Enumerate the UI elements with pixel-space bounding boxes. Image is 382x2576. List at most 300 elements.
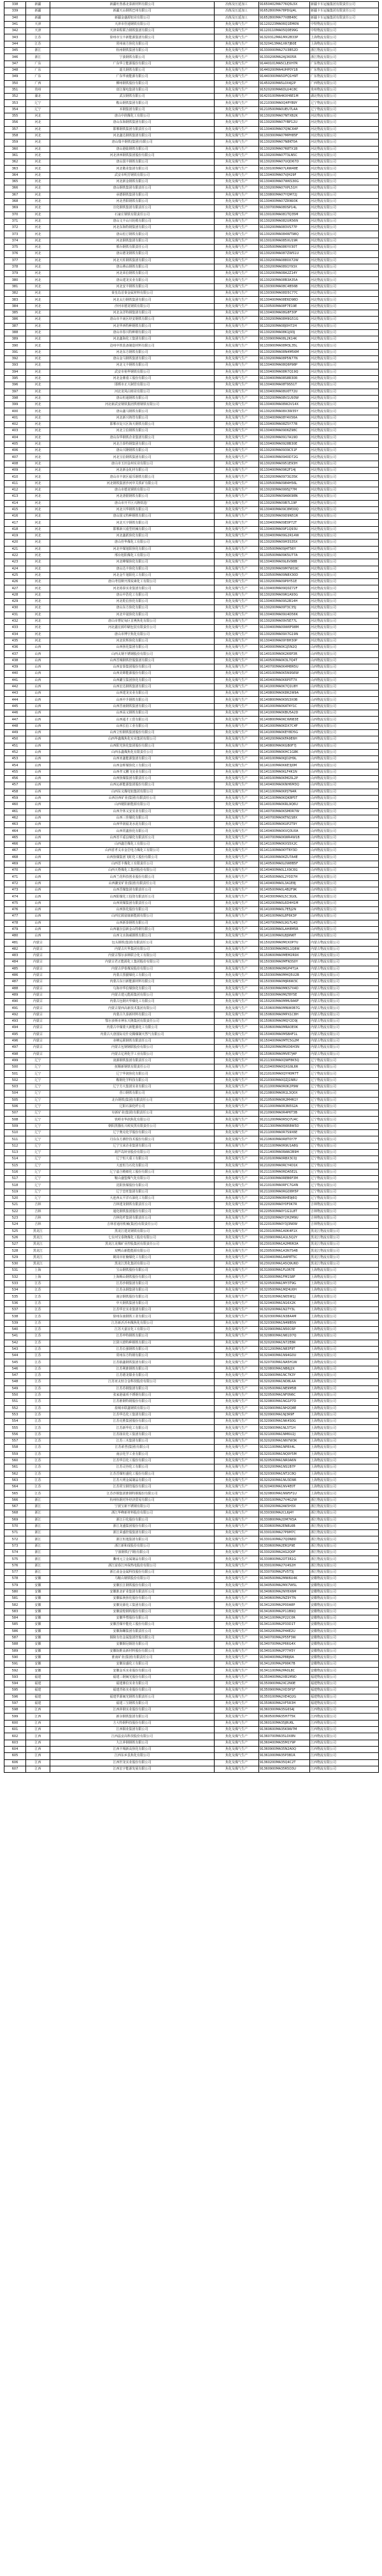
note-cell: 河北物流有限公司 (310, 146, 379, 152)
note-cell: 河北物流有限公司 (310, 389, 379, 395)
industry-type-cell: 焦化及煤气生产 (215, 815, 259, 821)
table-row (4, 454, 379, 461)
note-cell: 河北物流有限公司 (310, 572, 379, 578)
note-cell: 山西物流有限公司 (310, 789, 379, 795)
industry-type-cell: 焦化及煤气生产 (215, 34, 259, 41)
industry-type-cell: 焦化及煤气生产 (215, 1379, 259, 1385)
row-number-cell: 497 (4, 1045, 26, 1051)
note-cell: 山西物流有限公司 (310, 677, 379, 683)
row-number-cell: 391 (4, 349, 26, 355)
province-cell: 江苏 (26, 1412, 50, 1418)
table-row (4, 671, 379, 677)
credit-code-cell: 91210500MA0R2M4R1Y (259, 1097, 310, 1103)
note-cell: 辽宁物流有限公司 (310, 1176, 379, 1182)
row-number-cell: 470 (4, 868, 26, 874)
company-name-cell: 河北金牛旭阳化工有限公司 (50, 572, 215, 578)
table-row (4, 1628, 379, 1635)
credit-code-cell: 91341200MA2P99K7B (259, 1661, 310, 1668)
province-cell: 山西 (26, 822, 50, 828)
company-name-cell: 江苏苏钢集团有限公司 (50, 1385, 215, 1392)
company-name-cell: 河北文丰钢铁有限公司 (50, 362, 215, 369)
credit-code-cell: 91340500MA2MW6U4K (259, 1576, 310, 1582)
table-row (4, 1333, 379, 1340)
credit-code-cell: 91130200MA082UR56N (259, 218, 310, 224)
industry-type-cell: 焦化及煤气生产 (215, 1019, 259, 1025)
industry-type-cell: 焦化及煤气生产 (215, 1057, 259, 1064)
industry-type-cell: 焦化及煤气生产 (215, 395, 259, 401)
row-number-cell: 495 (4, 1031, 26, 1038)
province-cell: 河北 (26, 461, 50, 467)
company-name-cell: 中天钢铁集团有限公司 (50, 1300, 215, 1306)
row-number-cell: 405 (4, 441, 26, 447)
table-row (4, 1300, 379, 1306)
company-name-cell: 山西天脊煤化工集团股份有限公司 (50, 868, 215, 874)
note-cell: 河北物流有限公司 (310, 402, 379, 408)
company-name-cell: 山西安泰集团股份有限公司 (50, 664, 215, 670)
province-cell: 河北 (26, 251, 50, 257)
company-name-cell: 江西萍钢实业股份有限公司 (50, 1707, 215, 1714)
credit-code-cell: 91140300MA0L5C3G0L (259, 894, 310, 900)
row-number-cell: 511 (4, 1136, 26, 1143)
table-row (4, 953, 379, 959)
company-name-cell: 河北东方钢铁有限公司 (50, 349, 215, 355)
note-cell: 河北物流有限公司 (310, 329, 379, 336)
company-name-cell: 山西阳煤化工投资有限责任公司 (50, 894, 215, 900)
province-cell: 黑龙江 (26, 1261, 50, 1268)
company-name-cell: 山西永鑫煤焦化有限责任公司 (50, 749, 215, 755)
credit-code-cell: 91652800MA78PDGJ4L (259, 8, 310, 15)
company-name-cell: 鄂尔多斯市神东天隆集团有限责任公司 (50, 1019, 215, 1025)
province-cell: 河北 (26, 290, 50, 297)
company-name-cell: 杭州杭钢对外经济贸易有限公司 (50, 1497, 215, 1503)
row-number-cell: 586 (4, 1628, 26, 1635)
note-cell: 河北物流有限公司 (310, 631, 379, 638)
row-number-cell: 499 (4, 1057, 26, 1064)
note-cell: 河北物流有限公司 (310, 185, 379, 192)
province-cell: 河北 (26, 500, 50, 506)
note-cell: 安徽物流有限公司 (310, 1668, 379, 1674)
industry-type-cell: 焦化及煤气生产 (215, 1280, 259, 1287)
row-number-cell: 528 (4, 1248, 26, 1254)
note-cell: 河北物流有限公司 (310, 533, 379, 540)
company-name-cell: 浙江龙盛集团股份有限公司 (50, 1523, 215, 1529)
province-cell: 江苏 (26, 1445, 50, 1451)
company-name-cell: 唐山中润煤化工有限公司 (50, 113, 215, 120)
province-cell: 河北 (26, 231, 50, 238)
note-cell: 浙江物流有限公司 (310, 1543, 379, 1549)
note-cell: 上海物流有限公司 (310, 1405, 379, 1412)
note-cell: 上海物流有限公司 (310, 1287, 379, 1294)
industry-type-cell: 焦化及煤气生产 (215, 1077, 259, 1084)
province-cell: 湖北 (26, 94, 50, 100)
province-cell: 河北 (26, 579, 50, 585)
industry-type-cell: 焦化及煤气生产 (215, 1366, 259, 1372)
company-name-cell: 大连西太平洋石油化工有限公司 (50, 1196, 215, 1202)
table-row (4, 375, 379, 382)
company-name-cell: 唐山东方焦化有限公司 (50, 605, 215, 612)
note-cell: 山西物流有限公司 (310, 776, 379, 782)
credit-code-cell: 91140100MA0K2K6P3R (259, 651, 310, 657)
table-row (4, 1038, 379, 1044)
table-row (4, 1031, 379, 1038)
credit-code-cell: 91130400MA0928B30E (259, 441, 310, 447)
row-number-cell: 559 (4, 1451, 26, 1457)
province-cell: 安徽 (26, 1635, 50, 1641)
table-row (4, 1563, 379, 1569)
company-name-cell: 河北裕泰实业集团有限公司 (50, 585, 215, 592)
credit-code-cell: 91141000MA0KZU7A4E (259, 854, 310, 861)
credit-code-cell: 91130200MA08V1U93W (259, 395, 310, 401)
row-number-cell: 471 (4, 874, 26, 880)
province-cell: 山西 (26, 880, 50, 887)
province-cell: 河北 (26, 526, 50, 533)
company-name-cell: 通化钢铁集团股份有限公司 (50, 1208, 215, 1215)
row-number-cell: 454 (4, 762, 26, 769)
row-number-cell: 360 (4, 146, 26, 152)
credit-code-cell: 91141100MA0KKE3J0M (259, 762, 310, 769)
note-cell: 山西物流有限公司 (310, 743, 379, 749)
industry-type-cell: 焦化及煤气生产 (215, 1045, 259, 1051)
credit-code-cell: 91330206MA2AJ3K05R (259, 54, 310, 61)
note-cell: 广东物流有限公司 (310, 61, 379, 67)
row-number-cell: 519 (4, 1189, 26, 1195)
table-row (4, 900, 379, 906)
company-name-cell: 河北钢铁集团沙河中关铁矿有限公司 (50, 480, 215, 487)
province-cell: 安徽 (26, 1668, 50, 1674)
note-cell: 山西物流有限公司 (310, 868, 379, 874)
province-cell: 安徽 (26, 1615, 50, 1622)
row-number-cell: 465 (4, 834, 26, 841)
province-cell: 山西 (26, 802, 50, 808)
industry-type-cell: 焦化及煤气生产 (215, 1596, 259, 1602)
credit-code-cell: 91320200MA1ND8L4A (259, 1379, 310, 1385)
credit-code-cell: 91130200MA09B7L19P (259, 500, 310, 506)
company-name-cell: 唐山东海钢铁集团有限公司 (50, 120, 215, 126)
credit-code-cell: 91130500MA086YV30T (259, 244, 310, 250)
company-name-cell: 铁岭市华润焦化有限公司 (50, 1117, 215, 1123)
row-number-cell: 515 (4, 1163, 26, 1169)
credit-code-cell: 91130500MA09K5U77A (259, 552, 310, 559)
credit-code-cell: 91130400MA09F1Q93U (259, 526, 310, 533)
company-name-cell: 唐山达丰焦化有限公司 (50, 566, 215, 572)
note-cell: 上海物流有限公司 (310, 1359, 379, 1366)
note-cell: 辽宁物流有限公司 (310, 1077, 379, 1084)
industry-type-cell: 焦化及煤气生产 (215, 808, 259, 815)
note-cell: 江西物流有限公司 (310, 1727, 379, 1733)
credit-code-cell: 91130400MA09Q0Z72F (259, 585, 310, 592)
industry-type-cell: 焦化及煤气生产 (215, 776, 259, 782)
province-cell: 山西 (26, 782, 50, 789)
table-row (4, 225, 379, 231)
province-cell: 山西 (26, 848, 50, 854)
company-name-cell: 唐山恒通钢铁有限公司 (50, 395, 215, 401)
note-cell: 上海物流有限公司 (310, 41, 379, 47)
province-cell: 辽宁 (26, 1091, 50, 1097)
table-row (4, 1536, 379, 1543)
province-cell: 山西 (26, 868, 50, 874)
credit-code-cell: 91130500MA09J4T56Y (259, 546, 310, 552)
table-row (4, 979, 379, 985)
company-name-cell: 河北鑫跃焦化有限公司 (50, 533, 215, 540)
credit-code-cell: 91130300MA08D5C77C (259, 290, 310, 297)
row-number-cell: 434 (4, 631, 26, 638)
credit-code-cell: 91360900MA35N2A0Q (259, 1746, 310, 1752)
row-number-cell: 572 (4, 1536, 26, 1543)
industry-type-cell: 焦化及煤气生产 (215, 1300, 259, 1306)
industry-type-cell: 焦化及煤气生产 (215, 454, 259, 461)
company-name-cell: 唐山市开平区兴隆铁选厂 (50, 500, 215, 506)
province-cell: 江苏 (26, 1379, 50, 1385)
credit-code-cell: 91140200MA0KFA9E6H (259, 736, 310, 743)
row-number-cell: 481 (4, 940, 26, 946)
table-row (4, 1287, 379, 1294)
note-cell: 河北物流有限公司 (310, 461, 379, 467)
note-cell: 安徽物流有限公司 (310, 1576, 379, 1582)
company-name-cell: 南京钢铁股份有限公司 (50, 1294, 215, 1300)
industry-type-cell: 焦化及煤气生产 (215, 1484, 259, 1491)
company-name-cell: 吉林建龙钢铁有限责任公司 (50, 1202, 215, 1208)
table-row (4, 198, 379, 204)
industry-type-cell: 焦化及煤气生产 (215, 1012, 259, 1018)
table-row (4, 1280, 379, 1287)
industry-type-cell: 焦化及煤气生产 (215, 389, 259, 395)
row-number-cell: 443 (4, 691, 26, 697)
credit-code-cell: 91130200MA08N4M56M (259, 349, 310, 355)
note-cell: 山西物流有限公司 (310, 926, 379, 933)
note-cell: 辽宁物流有限公司 (310, 1103, 379, 1110)
company-name-cell: 唐山市春兴特种钢有限公司 (50, 329, 215, 336)
credit-code-cell: 91130200MA09H3S35X (259, 540, 310, 546)
table-row (4, 1176, 379, 1182)
table-row (4, 343, 379, 349)
industry-type-cell: 焦化及煤气生产 (215, 533, 259, 540)
row-number-cell: 576 (4, 1563, 26, 1569)
note-cell: 上海物流有限公司 (310, 1451, 379, 1457)
table-row (4, 1543, 379, 1549)
company-name-cell: 宁波宝新不锈钢有限公司 (50, 1503, 215, 1510)
credit-code-cell: 91130400MA08Z5Y77B (259, 422, 310, 428)
row-number-cell: 426 (4, 579, 26, 585)
row-number-cell: 551 (4, 1399, 26, 1405)
note-cell: 辽宁物流有限公司 (310, 106, 379, 113)
row-number-cell: 453 (4, 756, 26, 762)
table-row (4, 1477, 379, 1484)
company-name-cell: 铜陵有色金属集团控股有限公司 (50, 1635, 215, 1641)
province-cell: 安徽 (26, 1648, 50, 1654)
industry-type-cell: 焦化及煤气生产 (215, 506, 259, 513)
company-name-cell: 河北安丰钢铁有限公司 (50, 283, 215, 290)
table-row (4, 283, 379, 290)
industry-type-cell: 焦化及煤气生产 (215, 854, 259, 861)
credit-code-cell: 91320300MA1NT2C8Q (259, 1471, 310, 1477)
province-cell: 河北 (26, 225, 50, 231)
credit-code-cell: 91211000MA0R3N5S2A (259, 1103, 310, 1110)
province-cell: 河北 (26, 612, 50, 618)
industry-type-cell: 焦化及煤气生产 (215, 1254, 259, 1261)
row-number-cell: 418 (4, 526, 26, 533)
table-row (4, 1556, 379, 1563)
row-number-cell: 472 (4, 880, 26, 887)
table-row (4, 428, 379, 434)
table-row (4, 579, 379, 585)
company-name-cell: 江苏利淮钢铁有限公司 (50, 1366, 215, 1372)
province-cell: 河北 (26, 559, 50, 566)
credit-code-cell: 91130200MA09R1A93G (259, 592, 310, 598)
company-name-cell: 江苏长强钢铁有限公司 (50, 1346, 215, 1352)
table-row (4, 1766, 379, 1772)
province-cell: 河北 (26, 152, 50, 159)
company-name-cell: 山西文水海威钢铁有限公司 (50, 933, 215, 940)
company-name-cell: 河北天宇钢铁有限公司 (50, 520, 215, 526)
province-cell: 山西 (26, 697, 50, 703)
credit-code-cell: 91150600MA0MRA3E0K (259, 1025, 310, 1031)
row-number-cell: 362 (4, 159, 26, 166)
company-name-cell: 新疆金盛源铝业有限公司 (50, 15, 215, 21)
table-row (4, 1268, 379, 1274)
industry-type-cell: 焦化及煤气生产 (215, 1720, 259, 1726)
note-cell: 山西物流有限公司 (310, 808, 379, 815)
note-cell: 内蒙古物流有限公司 (310, 1045, 379, 1051)
province-cell: 河北 (26, 317, 50, 323)
company-name-cell: 山西同煤集团有限责任公司 (50, 900, 215, 906)
province-cell: 内蒙古 (26, 946, 50, 952)
company-name-cell: 浙江荣盛控股集团有限公司 (50, 1530, 215, 1536)
company-name-cell: 山西潞安矿业(集团)有限责任公司 (50, 880, 215, 887)
note-cell: 内蒙古物流有限公司 (310, 959, 379, 966)
company-name-cell: 马鞍山钢铁股份有限公司 (50, 1576, 215, 1582)
industry-type-cell: 焦化及煤气生产 (215, 1287, 259, 1294)
row-number-cell: 343 (4, 34, 26, 41)
note-cell: 上海物流有限公司 (310, 1268, 379, 1274)
province-cell: 河北 (26, 257, 50, 264)
table-row (4, 1674, 379, 1680)
company-name-cell: 河北新兴铸管有限公司 (50, 415, 215, 421)
note-cell: 辽宁物流有限公司 (310, 1149, 379, 1156)
table-row (4, 74, 379, 80)
row-number-cell: 399 (4, 402, 26, 408)
province-cell: 上海 (26, 1268, 50, 1274)
note-cell: 浙江物流有限公司 (310, 1550, 379, 1556)
province-cell: 河北 (26, 343, 50, 349)
row-number-cell: 503 (4, 1084, 26, 1090)
province-cell: 内蒙古 (26, 1038, 50, 1044)
row-number-cell: 525 (4, 1228, 26, 1234)
table-row (4, 1359, 379, 1366)
note-cell: 河北物流有限公司 (310, 382, 379, 389)
industry-type-cell: 焦化及煤气生产 (215, 1064, 259, 1071)
credit-code-cell: 91321000MA1NM6U2J (259, 1431, 310, 1438)
note-cell: 辽宁物流有限公司 (310, 1084, 379, 1090)
credit-code-cell: 91130200MA07N8KT0A (259, 140, 310, 146)
note-cell: 山西物流有限公司 (310, 671, 379, 677)
note-cell: 山西物流有限公司 (310, 729, 379, 736)
company-name-cell: 辽宁方大集团实业有限公司 (50, 1084, 215, 1090)
company-name-cell: 唐山东华钢铁企业集团有限公司 (50, 434, 215, 441)
company-name-cell: 吉林省通用机械(集团)有限责任公司 (50, 1222, 215, 1228)
company-name-cell: 唐山市博宇焦化有限公司 (50, 631, 215, 638)
industry-type-cell: 焦化及煤气生产 (215, 166, 259, 172)
credit-code-cell: 91150400MA0MSB4F1L (259, 1031, 310, 1038)
industry-type-cell: 焦化及煤气生产 (215, 1550, 259, 1556)
company-name-cell: 浙江新和成股份有限公司 (50, 1543, 215, 1549)
credit-code-cell: 91130200MA07NTXB2K (259, 113, 310, 120)
table-row (4, 1746, 379, 1752)
company-name-cell: 邯郸市复兴区海天钢铁有限公司 (50, 422, 215, 428)
province-cell: 河北 (26, 572, 50, 578)
row-number-cell: 542 (4, 1340, 26, 1346)
company-name-cell: 山西金晖煤焦化工有限公司 (50, 762, 215, 769)
company-name-cell: 山西常鑫焦化有限公司 (50, 828, 215, 834)
note-cell: 上海物流有限公司 (310, 1280, 379, 1287)
company-name-cell: 黑龙江建龙钢铁有限公司 (50, 1228, 215, 1234)
province-cell: 江西 (26, 1759, 50, 1766)
table-row (4, 329, 379, 336)
note-cell: 山西物流有限公司 (310, 769, 379, 775)
company-name-cell: 河北新金轧材有限公司 (50, 468, 215, 474)
row-number-cell: 414 (4, 500, 26, 506)
credit-code-cell: 91130200MA09A6K98N (259, 494, 310, 500)
industry-type-cell: 焦化及煤气生产 (215, 1471, 259, 1477)
note-cell: 上海物流有限公司 (310, 1457, 379, 1464)
province-cell: 山西 (26, 808, 50, 815)
credit-code-cell: 91440200MA4UHP0Y1B (259, 67, 310, 73)
note-cell: 黑龙江物流有限公司 (310, 1241, 379, 1248)
note-cell: 辽宁物流有限公司 (310, 1189, 379, 1195)
note-cell: 江西物流有限公司 (310, 1766, 379, 1772)
table-row (4, 815, 379, 821)
company-name-cell: 江西铜业集团有限公司 (50, 1727, 215, 1733)
province-cell: 安徽 (26, 1642, 50, 1648)
table-row (4, 1136, 379, 1143)
row-number-cell: 366 (4, 185, 26, 192)
note-cell: 吉林物流有限公司 (310, 1215, 379, 1221)
credit-code-cell: 91210100MA0RFC7G4N (259, 1182, 310, 1189)
row-number-cell: 482 (4, 946, 26, 952)
province-cell: 广东 (26, 67, 50, 73)
row-number-cell: 407 (4, 454, 26, 461)
industry-type-cell: 焦化及煤气生产 (215, 205, 259, 211)
note-cell: 辽宁物流有限公司 (310, 1071, 379, 1077)
province-cell: 江苏 (26, 1477, 50, 1484)
industry-type-cell: 焦化及煤气生产 (215, 336, 259, 343)
industry-type-cell: 焦化及煤气生产 (215, 887, 259, 894)
credit-code-cell: 91340700MA2P66G4X (259, 1642, 310, 1648)
table-row (4, 782, 379, 789)
table-row (4, 1005, 379, 1012)
province-cell: 内蒙古 (26, 1019, 50, 1025)
province-cell: 新疆 (26, 2, 50, 8)
note-cell: 河北物流有限公司 (310, 422, 379, 428)
province-cell: 河北 (26, 283, 50, 290)
company-name-cell: 石家庄钢铁有限责任公司 (50, 211, 215, 218)
credit-code-cell: 91140000MA0K1J5N2Q (259, 645, 310, 651)
industry-type-cell: 焦化及煤气生产 (215, 1523, 259, 1529)
province-cell: 河北 (26, 468, 50, 474)
province-cell: 辽宁 (26, 1176, 50, 1182)
industry-type-cell: 焦化及煤气生产 (215, 552, 259, 559)
table-row (4, 1208, 379, 1215)
company-name-cell: 鞍山盛盟煤气化有限公司 (50, 1176, 215, 1182)
province-cell: 安徽 (26, 1628, 50, 1635)
row-number-cell: 377 (4, 257, 26, 264)
table-row (4, 448, 379, 454)
row-number-cell: 473 (4, 887, 26, 894)
row-number-cell: 507 (4, 1110, 26, 1117)
row-number-cell: 593 (4, 1674, 26, 1680)
province-cell: 辽宁 (26, 1189, 50, 1195)
industry-type-cell: 焦化及煤气生产 (215, 828, 259, 834)
company-name-cell: 河北津西钢铁集团股份有限公司 (50, 152, 215, 159)
